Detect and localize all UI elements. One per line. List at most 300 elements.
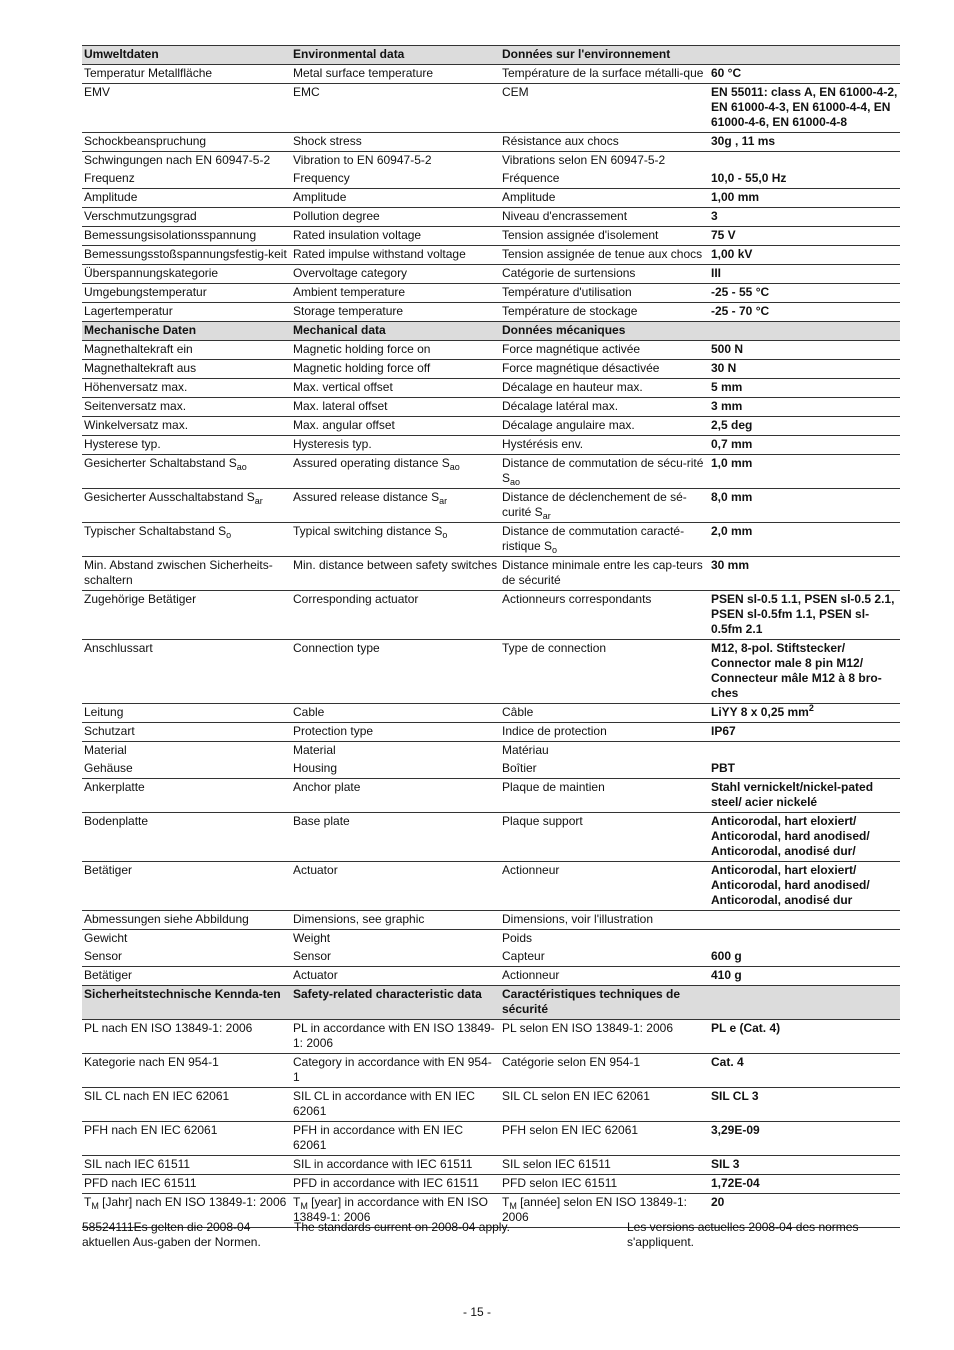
cell-text: -25 - 70 °C — [711, 304, 770, 318]
cell-c4 — [709, 208, 900, 227]
cell-c4 — [709, 170, 900, 189]
cell-text: 3,29E-09 — [711, 1123, 760, 1137]
table-row — [82, 862, 900, 911]
cell-c3 — [500, 398, 709, 417]
cell-c3 — [500, 948, 709, 967]
cell-text: Schutzart — [84, 724, 135, 738]
cell-text: 1,72E-04 — [711, 1176, 760, 1190]
cell-text: Bodenplatte — [84, 814, 149, 828]
cell-c3 — [500, 455, 709, 489]
cell-c2 — [291, 723, 500, 742]
cell-text: Distance de commutation de sécu-rité S — [502, 456, 704, 485]
cell-c4 — [709, 322, 900, 341]
cell-c1 — [82, 152, 291, 171]
cell-text: Décalage angulaire max. — [502, 418, 635, 432]
cell-text: Magnethaltekraft ein — [84, 342, 193, 356]
cell-text: Données mécaniques — [502, 323, 626, 337]
cell-c1 — [82, 133, 291, 152]
cell-c1 — [82, 455, 291, 489]
page-number: - 15 - — [462, 1305, 491, 1319]
cell-c4 — [709, 1054, 900, 1088]
table-row — [82, 704, 900, 723]
cell-text: Température d'utilisation — [502, 285, 632, 299]
cell-c3 — [500, 704, 709, 723]
cell-subscript: ar — [542, 511, 551, 521]
cell-text: 5 mm — [711, 380, 743, 394]
cell-c1 — [82, 862, 291, 911]
cell-c4 — [709, 1175, 900, 1194]
cell-c3 — [500, 189, 709, 208]
table-row — [82, 489, 900, 523]
cell-c1 — [82, 591, 291, 640]
cell-c1 — [82, 723, 291, 742]
cell-c1 — [82, 417, 291, 436]
cell-c4 — [709, 133, 900, 152]
cell-c4 — [709, 46, 900, 65]
cell-c3 — [500, 341, 709, 360]
cell-text: Plaque de maintien — [502, 780, 605, 794]
table-row — [82, 436, 900, 455]
cell-c1 — [82, 930, 291, 949]
table-row — [82, 1088, 900, 1122]
cell-c1 — [82, 303, 291, 322]
cell-text: SIL CL selon EN IEC 62061 — [502, 1089, 650, 1103]
cell-c3 — [500, 265, 709, 284]
table-row — [82, 930, 900, 949]
table-row — [82, 398, 900, 417]
cell-c4 — [709, 911, 900, 930]
cell-c4 — [709, 930, 900, 949]
cell-text: Boîtier — [502, 761, 537, 775]
technical-data-table — [82, 45, 900, 1228]
cell-c2 — [291, 284, 500, 303]
cell-text: Höhenversatz max. — [84, 380, 188, 394]
cell-text: Shock stress — [293, 134, 362, 148]
cell-c2 — [291, 303, 500, 322]
cell-c2 — [291, 322, 500, 341]
cell-text: Poids — [502, 931, 533, 945]
cell-subscript: ar — [254, 496, 263, 506]
cell-text: Rated insulation voltage — [293, 228, 422, 242]
cell-text: Mechanische Daten — [84, 323, 197, 337]
cell-text: Protection type — [293, 724, 374, 738]
cell-c2 — [291, 227, 500, 246]
table-row — [82, 84, 900, 133]
cell-c3 — [500, 813, 709, 862]
cell-c1 — [82, 1020, 291, 1054]
cell-text: Dimensions, voir l'illustration — [502, 912, 654, 926]
cell-c3 — [500, 591, 709, 640]
cell-c1 — [82, 360, 291, 379]
cell-text: Anticorodal, hart eloxiert/ Anticorodal, hard anodised/ Anticorodal, anodisé dur — [711, 863, 870, 907]
cell-c2 — [291, 760, 500, 779]
cell-text: Décalage en hauteur max. — [502, 380, 643, 394]
cell-text: Max. vertical offset — [293, 380, 393, 394]
cell-text: 1,0 mm — [711, 456, 753, 470]
cell-text: Cat. 4 — [711, 1055, 744, 1069]
cell-c1 — [82, 557, 291, 591]
cell-c4 — [709, 152, 900, 171]
table-row — [82, 227, 900, 246]
table-row — [82, 967, 900, 986]
cell-text: 500 N — [711, 342, 744, 356]
cell-c2 — [291, 265, 500, 284]
section-header-row — [82, 986, 900, 1020]
cell-text: Frequency — [293, 171, 350, 185]
table-row — [82, 133, 900, 152]
cell-c2 — [291, 84, 500, 133]
cell-c2 — [291, 398, 500, 417]
cell-c3 — [500, 1088, 709, 1122]
cell-c4 — [709, 813, 900, 862]
cell-c1 — [82, 341, 291, 360]
cell-text: Sensor — [84, 949, 123, 963]
table-row — [82, 813, 900, 862]
cell-c3 — [500, 967, 709, 986]
table-row — [82, 284, 900, 303]
section-header-row — [82, 46, 900, 65]
cell-c3 — [500, 246, 709, 265]
cell-c3 — [500, 1175, 709, 1194]
cell-text: PFD in accordance with IEC 61511 — [293, 1176, 479, 1190]
cell-c4 — [709, 284, 900, 303]
cell-text: Min. Abstand zwischen Sicherheits-schaltern — [84, 558, 273, 587]
cell-text: Assured operating distance S — [293, 456, 450, 470]
cell-text: Max. angular offset — [293, 418, 395, 432]
cell-text: Actuator — [293, 863, 338, 877]
cell-text: Material — [293, 743, 336, 757]
cell-text: PSEN sl-0.5 1.1, PSEN sl-0.5 2.1, PSEN sl-0.5fm 1.1, PSEN sl-0.5fm 2.1 — [711, 592, 895, 636]
cell-c1 — [82, 640, 291, 704]
cell-c3 — [500, 322, 709, 341]
cell-c4 — [709, 265, 900, 284]
cell-text: PFD nach IEC 61511 — [84, 1176, 197, 1190]
cell-text: 3 mm — [711, 399, 743, 413]
cell-text: Sensor — [293, 949, 332, 963]
cell-c4 — [709, 436, 900, 455]
cell-c2 — [291, 779, 500, 813]
cell-text: Tension assignée de tenue aux chocs — [502, 247, 703, 261]
cell-text: Ankerplatte — [84, 780, 145, 794]
cell-text: Actionneur — [502, 968, 560, 982]
cell-text: Schwingungen nach EN 60947-5-2 — [84, 153, 271, 167]
cell-text: 1,00 kV — [711, 247, 753, 261]
cell-c3 — [500, 760, 709, 779]
cell-c3 — [500, 436, 709, 455]
cell-c4 — [709, 1088, 900, 1122]
table-row — [82, 742, 900, 761]
cell-prefix: T — [84, 1195, 92, 1209]
cell-c3 — [500, 742, 709, 761]
cell-c3 — [500, 911, 709, 930]
table-row — [82, 265, 900, 284]
cell-c1 — [82, 284, 291, 303]
table-row — [82, 723, 900, 742]
cell-text: Housing — [293, 761, 338, 775]
cell-text: Tension assignée d'isolement — [502, 228, 659, 242]
cell-text: PL nach EN ISO 13849-1: 2006 — [84, 1021, 253, 1035]
table-row — [82, 1122, 900, 1156]
cell-c1 — [82, 1088, 291, 1122]
cell-c2 — [291, 152, 500, 171]
cell-text: Lagertemperatur — [84, 304, 173, 318]
cell-text: Zugehörige Betätiger — [84, 592, 197, 606]
cell-text: Category in accordance with EN 954-1 — [293, 1055, 492, 1084]
cell-c1 — [82, 1175, 291, 1194]
cell-c1 — [82, 65, 291, 84]
cell-c2 — [291, 133, 500, 152]
table-row — [82, 170, 900, 189]
cell-text: Cable — [293, 705, 325, 719]
cell-subscript: ao — [236, 462, 247, 472]
cell-c4 — [709, 640, 900, 704]
cell-c2 — [291, 523, 500, 557]
table-row — [82, 948, 900, 967]
cell-text: SIL selon IEC 61511 — [502, 1157, 611, 1171]
table-row — [82, 341, 900, 360]
cell-text: Hysteresis typ. — [293, 437, 372, 451]
cell-text: Anchor plate — [293, 780, 361, 794]
cell-c4 — [709, 360, 900, 379]
cell-text: Actionneur — [502, 863, 560, 877]
cell-c3 — [500, 65, 709, 84]
cell-text: Amplitude — [293, 190, 347, 204]
cell-c2 — [291, 591, 500, 640]
cell-text: Storage temperature — [293, 304, 404, 318]
cell-text: Betätiger — [84, 968, 133, 982]
cell-c4 — [709, 523, 900, 557]
cell-text: SIL CL nach EN IEC 62061 — [84, 1089, 230, 1103]
cell-text: PFD selon IEC 61511 — [502, 1176, 618, 1190]
cell-text: 30 mm — [711, 558, 750, 572]
cell-c3 — [500, 862, 709, 911]
cell-text: 10,0 - 55,0 Hz — [711, 171, 787, 185]
cell-text: Stahl vernickelt/nickel-pated steel/ acier nickelé — [711, 780, 874, 809]
cell-text: Überspannungskategorie — [84, 266, 219, 280]
cell-text: PL e (Cat. 4) — [711, 1021, 781, 1035]
cell-text: PFH selon EN IEC 62061 — [502, 1123, 639, 1137]
cell-c4 — [709, 189, 900, 208]
cell-c1 — [82, 265, 291, 284]
cell-text: Actionneurs correspondants — [502, 592, 652, 606]
cell-c4 — [709, 65, 900, 84]
table-row — [82, 557, 900, 591]
cell-text: Leitung — [84, 705, 124, 719]
cell-text: 30 N — [711, 361, 737, 375]
cell-c1 — [82, 1122, 291, 1156]
cell-text: Anticorodal, hart eloxiert/ Anticorodal, hard anodised/ Anticorodal, anodisé dur/ — [711, 814, 870, 858]
cell-c4 — [709, 1020, 900, 1054]
cell-text: Force magnétique désactivée — [502, 361, 660, 375]
cell-text: Metal surface temperature — [293, 66, 434, 80]
cell-c4 — [709, 760, 900, 779]
cell-text: Données sur l'environnement — [502, 47, 671, 61]
cell-c1 — [82, 489, 291, 523]
cell-c2 — [291, 813, 500, 862]
cell-text: Abmessungen siehe Abbildung — [84, 912, 249, 926]
cell-text: PL in accordance with EN ISO 13849-1: 2006 — [293, 1021, 495, 1050]
footer-note-de: 58524111Es gelten die 2008-04 aktuellen Aus-gaben der Normen. — [82, 1220, 261, 1249]
cell-c2 — [291, 1122, 500, 1156]
cell-text: Material — [84, 743, 127, 757]
cell-c2 — [291, 948, 500, 967]
cell-text: Mechanical data — [293, 323, 386, 337]
cell-text: Matériau — [502, 743, 549, 757]
cell-prefix-subscript: M — [509, 1201, 517, 1211]
cell-c4 — [709, 379, 900, 398]
cell-c2 — [291, 967, 500, 986]
table-row — [82, 911, 900, 930]
cell-text: -25 - 55 °C — [711, 285, 770, 299]
cell-subscript: ar — [439, 496, 448, 506]
footer-note-fr: Les versions actuelles 2008-04 des normes s'appliquent. — [627, 1220, 859, 1249]
cell-text: M12, 8-pol. Stiftstecker/ Connector male 8 pin M12/ Connecteur mâle M12 à 8 bro-ches — [711, 641, 882, 700]
cell-text: Amplitude — [84, 190, 138, 204]
cell-text: SIL nach IEC 61511 — [84, 1157, 191, 1171]
cell-text: Ambient temperature — [293, 285, 406, 299]
cell-text: PFH nach EN IEC 62061 — [84, 1123, 218, 1137]
cell-text: 2,0 mm — [711, 524, 753, 538]
cell-text: PFH in accordance with EN IEC 62061 — [293, 1123, 464, 1152]
cell-text: CEM — [502, 85, 529, 99]
cell-c3 — [500, 489, 709, 523]
cell-text: Amplitude — [502, 190, 556, 204]
cell-c3 — [500, 46, 709, 65]
cell-c3 — [500, 152, 709, 171]
cell-text: Overvoltage category — [293, 266, 408, 280]
cell-c4 — [709, 84, 900, 133]
cell-c3 — [500, 1122, 709, 1156]
cell-c2 — [291, 360, 500, 379]
cell-c4 — [709, 779, 900, 813]
cell-c2 — [291, 930, 500, 949]
cell-c3 — [500, 284, 709, 303]
cell-c3 — [500, 523, 709, 557]
table-row — [82, 523, 900, 557]
cell-c2 — [291, 557, 500, 591]
cell-c1 — [82, 704, 291, 723]
cell-text: 20 — [711, 1195, 725, 1209]
cell-text: 8,0 mm — [711, 490, 753, 504]
cell-c4 — [709, 986, 900, 1020]
cell-subscript: ao — [449, 462, 460, 472]
cell-c1 — [82, 523, 291, 557]
cell-c3 — [500, 557, 709, 591]
cell-text: 1,00 mm — [711, 190, 760, 204]
cell-c3 — [500, 84, 709, 133]
cell-c3 — [500, 723, 709, 742]
cell-text: Winkelversatz max. — [84, 418, 189, 432]
cell-text: Anschlussart — [84, 641, 153, 655]
cell-c4 — [709, 417, 900, 436]
cell-c2 — [291, 986, 500, 1020]
cell-text: IP67 — [711, 724, 736, 738]
cell-text: Distance de commutation caracté-ristique S — [502, 524, 685, 553]
table-row — [82, 417, 900, 436]
cell-text: III — [711, 266, 722, 280]
cell-c2 — [291, 862, 500, 911]
cell-text: Distance minimale entre les cap-teurs de sécurité — [502, 558, 703, 587]
cell-c4 — [709, 862, 900, 911]
cell-text: Typischer Schaltabstand S — [84, 524, 227, 538]
cell-c1 — [82, 911, 291, 930]
cell-text: Capteur — [502, 949, 545, 963]
cell-text: Dimensions, see graphic — [293, 912, 425, 926]
cell-text: SIL CL in accordance with EN IEC 62061 — [293, 1089, 475, 1118]
cell-c2 — [291, 189, 500, 208]
cell-text: Corresponding actuator — [293, 592, 419, 606]
cell-text: Actuator — [293, 968, 338, 982]
cell-c4 — [709, 591, 900, 640]
cell-c1 — [82, 948, 291, 967]
cell-c3 — [500, 1156, 709, 1175]
cell-c2 — [291, 1088, 500, 1122]
cell-c4 — [709, 1156, 900, 1175]
cell-c1 — [82, 813, 291, 862]
cell-text: Plaque support — [502, 814, 583, 828]
cell-text: 2,5 deg — [711, 418, 753, 432]
cell-c4 — [709, 967, 900, 986]
cell-c1 — [82, 742, 291, 761]
cell-text: Caractéristiques techniques de sécurité — [502, 987, 681, 1016]
table-row — [82, 1156, 900, 1175]
cell-c4 — [709, 948, 900, 967]
cell-text: 3 — [711, 209, 718, 223]
cell-c2 — [291, 742, 500, 761]
cell-text: SIL in accordance with IEC 61511 — [293, 1157, 473, 1171]
cell-text: 75 V — [711, 228, 736, 242]
cell-text: Seitenversatz max. — [84, 399, 187, 413]
cell-text: Temperatur Metallfläche — [84, 66, 213, 80]
cell-c3 — [500, 930, 709, 949]
cell-text: Pollution degree — [293, 209, 380, 223]
cell-subscript: o — [226, 530, 232, 540]
cell-c3 — [500, 417, 709, 436]
cell-c1 — [82, 967, 291, 986]
cell-c2 — [291, 489, 500, 523]
cell-text: Environmental data — [293, 47, 405, 61]
table-row — [82, 455, 900, 489]
cell-text: Hystérésis env. — [502, 437, 584, 451]
cell-text: Verschmutzungsgrad — [84, 209, 197, 223]
table-row — [82, 379, 900, 398]
cell-c1 — [82, 208, 291, 227]
cell-c4 — [709, 557, 900, 591]
table-row — [82, 246, 900, 265]
cell-c4 — [709, 455, 900, 489]
cell-subscript: ao — [510, 477, 521, 487]
cell-c2 — [291, 170, 500, 189]
cell-text: Bemessungsstoßspannungsfestig-keit — [84, 247, 287, 261]
cell-c3 — [500, 227, 709, 246]
table-row — [82, 640, 900, 704]
cell-text: Umgebungstemperatur — [84, 285, 207, 299]
cell-c2 — [291, 911, 500, 930]
cell-c3 — [500, 360, 709, 379]
cell-c2 — [291, 46, 500, 65]
cell-c2 — [291, 379, 500, 398]
cell-c4 — [709, 227, 900, 246]
cell-c1 — [82, 398, 291, 417]
cell-text: Magnethaltekraft aus — [84, 361, 197, 375]
cell-text: Vibration to EN 60947-5-2 — [293, 153, 432, 167]
cell-c1 — [82, 379, 291, 398]
table-row — [82, 360, 900, 379]
cell-c4 — [709, 723, 900, 742]
cell-text: Vibrations selon EN 60947-5-2 — [502, 153, 666, 167]
cell-prefix: T — [293, 1195, 301, 1209]
section-header-row — [82, 322, 900, 341]
